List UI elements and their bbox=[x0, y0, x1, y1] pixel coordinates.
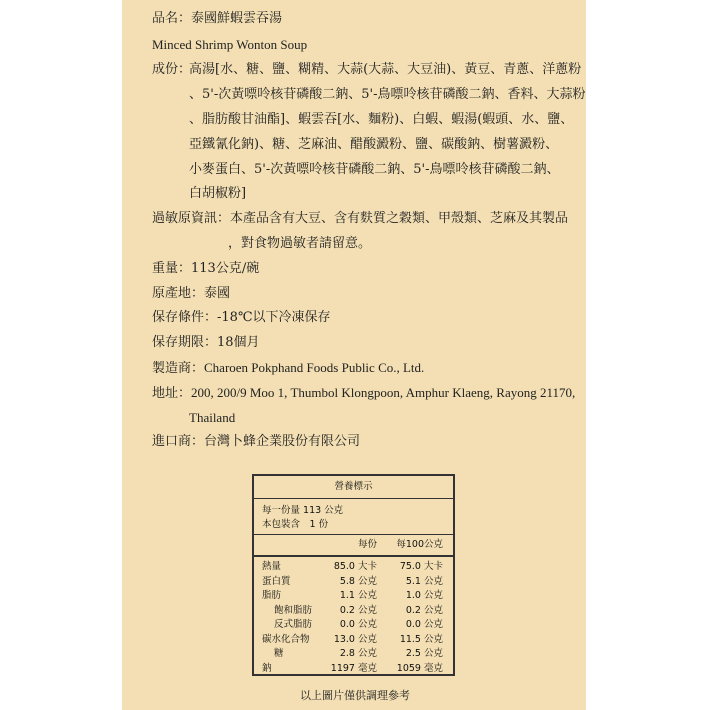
nutrient-name: 糖 bbox=[274, 648, 284, 659]
nutrient-per-100g: 75.0 大卡 bbox=[399, 561, 443, 572]
storage-label: 保存條件： bbox=[152, 310, 218, 325]
nutrition-title: 營養標示 bbox=[334, 481, 373, 492]
storage-row bbox=[152, 310, 331, 326]
shelf-life-row bbox=[152, 335, 260, 351]
product-name-label: 品名： bbox=[152, 11, 192, 26]
importer-value: 台灣卜蜂企業股份有限公司 bbox=[204, 434, 361, 449]
servings-per-pack: 本包裝含 1 份 bbox=[262, 519, 329, 530]
divider bbox=[254, 498, 453, 499]
product-english-name: Minced Shrimp Wonton Soup bbox=[152, 37, 308, 52]
nutrient-per-100g: 0.2 公克 bbox=[405, 604, 443, 616]
ingredients-line-3: 、脂肪酸甘油酯]、蝦雲吞[水、麵粉)、白蝦、蝦湯(蝦頭、水、鹽、 bbox=[189, 112, 574, 127]
nutrient-per-100g: 1.0 公克 bbox=[405, 590, 443, 601]
nutrition-row bbox=[254, 575, 453, 588]
nutrient-per-serving: 1.1 公克 bbox=[339, 590, 377, 601]
nutrient-name: 飽和脂肪 bbox=[274, 604, 313, 616]
nutrient-name: 蛋白質 bbox=[262, 575, 291, 587]
divider bbox=[254, 555, 453, 557]
divider bbox=[254, 534, 453, 535]
shelf-life-label: 保存期限： bbox=[152, 335, 218, 350]
importer-label: 進口商： bbox=[152, 434, 205, 449]
nutrition-row bbox=[254, 662, 453, 675]
ingredients-line-4: 亞鐵氰化鈉)、糖、芝麻油、醋酸澱粉、鹽、碳酸鈉、樹薯澱粉、 bbox=[189, 137, 559, 152]
ingredients-label: 成份： bbox=[152, 62, 192, 77]
nutrient-per-serving: 2.8 公克 bbox=[339, 648, 377, 659]
nutrient-per-100g: 1059 毫克 bbox=[396, 662, 443, 674]
nutrition-row bbox=[254, 618, 453, 631]
allergen-line-2: ，對食物過敏者請留意。 bbox=[228, 236, 372, 251]
nutrient-per-serving: 0.2 公克 bbox=[339, 604, 377, 616]
serving-size: 每一份量 113 公克 bbox=[262, 505, 344, 516]
image-caption: 以上圖片僅供調理參考 bbox=[300, 689, 410, 702]
allergen-row bbox=[152, 211, 568, 227]
ingredients-line-2: 、5'-次黃嘌呤核苷磷酸二鈉、5'-鳥嘌呤核苷磷酸二鈉、香料、大蒜粉 bbox=[189, 87, 586, 102]
manufacturer-value: Charoen Pokphand Foods Public Co., Ltd. bbox=[204, 360, 425, 375]
address-line-1: 200, 200/9 Moo 1, Thumbol Klongpoon, Amphur Klaeng, Rayong 21170, bbox=[191, 385, 576, 400]
weight-value: 113公克/碗 bbox=[191, 261, 260, 276]
column-header-row bbox=[254, 538, 453, 551]
ingredients-line-5: 小麥蛋白、5'-次黃嘌呤核苷磷酸二鈉、5'-鳥嘌呤核苷磷酸二鈉、 bbox=[189, 162, 560, 177]
nutrition-row bbox=[254, 604, 453, 617]
nutrient-name: 脂肪 bbox=[262, 590, 282, 601]
manufacturer-row bbox=[152, 360, 424, 377]
nutrient-per-serving: 85.0 大卡 bbox=[333, 561, 377, 572]
nutrient-per-100g: 11.5 公克 bbox=[399, 633, 443, 645]
nutrient-per-100g: 0.0 公克 bbox=[405, 619, 443, 630]
shelf-life-value: 18個月 bbox=[217, 335, 260, 350]
address-row bbox=[152, 385, 575, 402]
ingredients-line-6: 白胡椒粉] bbox=[189, 186, 247, 201]
product-name-row bbox=[152, 11, 282, 27]
nutrient-per-serving: 0.0 公克 bbox=[339, 619, 377, 630]
nutrition-row bbox=[254, 560, 453, 573]
nutrition-row bbox=[254, 589, 453, 602]
product-name-value: 泰國鮮蝦雲吞湯 bbox=[191, 11, 283, 26]
nutrition-table bbox=[252, 474, 455, 676]
nutrition-row bbox=[254, 647, 453, 660]
weight-row bbox=[152, 261, 259, 277]
servings-per-pack-row bbox=[254, 518, 453, 531]
nutrition-row bbox=[254, 633, 453, 646]
origin-value: 泰國 bbox=[204, 286, 231, 301]
origin-row bbox=[152, 286, 230, 302]
allergen-label: 過敏原資訊： bbox=[152, 211, 231, 226]
weight-label: 重量： bbox=[152, 261, 192, 276]
nutrient-per-100g: 2.5 公克 bbox=[405, 648, 443, 659]
col-per-serving: 每份 bbox=[357, 539, 377, 550]
nutrient-name: 鈉 bbox=[262, 662, 272, 674]
nutrient-name: 碳水化合物 bbox=[262, 633, 310, 645]
col-per-100g: 每100公克 bbox=[396, 539, 443, 550]
ingredients-line-1: 高湯[水、糖、鹽、糊精、大蒜(大蒜、大豆油)、黃豆、青蔥、洋蔥粉 bbox=[189, 62, 582, 77]
importer-row bbox=[152, 434, 360, 450]
origin-label: 原產地： bbox=[152, 286, 205, 301]
nutrient-per-100g: 5.1 公克 bbox=[405, 575, 443, 587]
allergen-line-1: 本產品含有大豆、含有麩質之穀類、甲殼類、芝麻及其製品 bbox=[230, 211, 569, 226]
address-label: 地址： bbox=[152, 386, 192, 401]
nutrient-per-serving: 1197 毫克 bbox=[330, 662, 377, 674]
nutrient-name: 熱量 bbox=[262, 561, 282, 572]
serving-size-row bbox=[254, 504, 453, 517]
address-line-2: Thailand bbox=[189, 410, 236, 425]
nutrient-name: 反式脂肪 bbox=[274, 619, 313, 630]
storage-value: -18℃以下冷凍保存 bbox=[217, 310, 331, 325]
manufacturer-label: 製造商： bbox=[152, 361, 205, 376]
nutrient-per-serving: 13.0 公克 bbox=[333, 633, 377, 645]
nutrient-per-serving: 5.8 公克 bbox=[339, 575, 377, 587]
